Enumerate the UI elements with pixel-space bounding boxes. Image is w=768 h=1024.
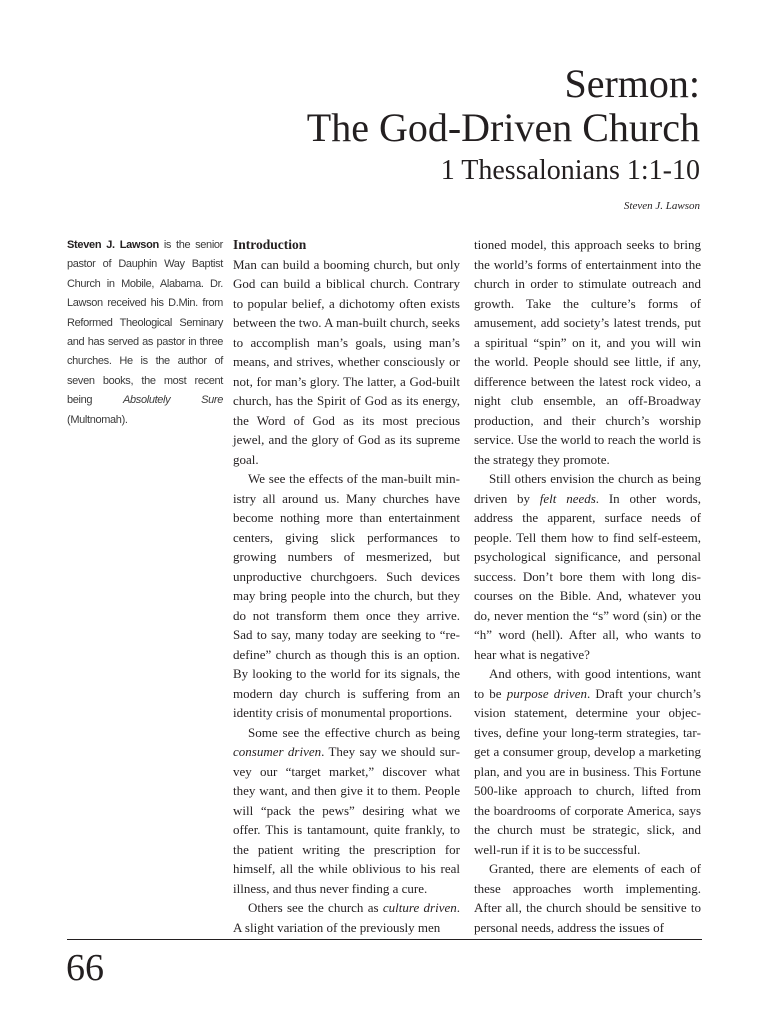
- publisher: (Multnomah).: [67, 413, 128, 426]
- paragraph-5: Still others envision the church as being driven by felt needs. In other words, address the apparent, surface needs of people. Tell them how to find self-esteem, psychological significance, and personal success. Don’t bore them with long discourses on the Bible. And, whatever you do, never mention the “s” word (sin) or the “h” word (hell). After all, who wants to hear what is negative?: [474, 471, 701, 662]
- scripture-reference: 1 Thessalonians 1:1-10: [440, 155, 700, 186]
- paragraph-3: Some see the effective church as being consumer driven. They say we should survey our “target market,” discover what they want, and then give it to them. People will “pack the pews” desiring what we offer. This is tantamount, quite frankly, to the patient writing the prescription for himself, all the while oblivious to his real illness, and thus never finding a cure.: [233, 724, 460, 896]
- bio-text: is the senior pastor of Dauphin Way Baptist Church in Mobile, Alabama. Dr. Lawson received his D.Min. from Reformed Theological Seminary and has served as pastor in three churches. He is the author of seven books, the most recent being: [67, 239, 223, 407]
- byline: Steven J. Lawson: [623, 200, 700, 212]
- author-bio: [67, 236, 223, 430]
- author-name: Steven J. Lawson: [67, 239, 159, 251]
- book-title: Absolutely Sure: [123, 394, 224, 407]
- page-title-line-2: The God-Driven Church: [306, 105, 700, 150]
- paragraph-7: Granted, there are elements of each of these approaches worth implementing. After all, the church should be sensitive to personal needs, address the issues of: [474, 861, 701, 935]
- article-column-2: [474, 235, 701, 937]
- paragraph-6: And others, with good intentions, want to be purpose driven. Draft your church’s vision statement, determine your objectives, define your long-term strategies, target a consumer group, develop a marketing plan, and you are in business. This Fortune 500-like approach to church, lifted from the boardrooms of corporate America, says the church must be strategic, slick, and well-run if it is to be successful.: [474, 666, 701, 857]
- page-number: 66: [66, 947, 104, 989]
- page-title-line-1: Sermon:: [564, 61, 700, 106]
- footer-rule: [67, 939, 702, 940]
- paragraph-4-continued: tioned model, this approach seeks to bring the world’s forms of entertainment into the church in order to stimulate outreach and growth. Take the culture’s forms of amusement, add society’s latest trends, put a spiritual “spin” on it, and you will win the world. People should see little, if any, difference between the latest rock video, a night club ensemble, an off-Broadway production, and their church’s worship service. Use the world to reach the world is the strategy they promote.: [474, 237, 701, 467]
- title-block: [307, 62, 700, 212]
- paragraph-2: We see the effects of the man-built ministry all around us. Many churches have become nothing more than entertainment centers, giving slick performances to growing numbers of mesmerized, but unproductive churchgoers. Such devices may bring people into the church, but they do not transform them once they arrive. Sad to say, many today are seeking to “redefine” church as though this is an option. By looking to the world for its signals, the modern day church is suffering from an identity crisis of monumental proportions.: [233, 471, 460, 720]
- paragraph-1: Man can build a booming church, but only God can build a biblical church. Contrary to popular belief, a dichotomy often exists between the two. A man-built church, seeks to accomplish man’s goals, using man’s means, and strives, whether consciously or not, for man’s glory. The latter, a God-built church, has the Spirit of God as its energy, the Word of God as its most precious jewel, and the glory of God as its supreme goal.: [233, 256, 460, 467]
- article-column-1: [233, 235, 460, 937]
- paragraph-4: Others see the church as culture driven. A slight variation of the previously men: [233, 900, 460, 935]
- section-heading: Introduction: [233, 237, 307, 252]
